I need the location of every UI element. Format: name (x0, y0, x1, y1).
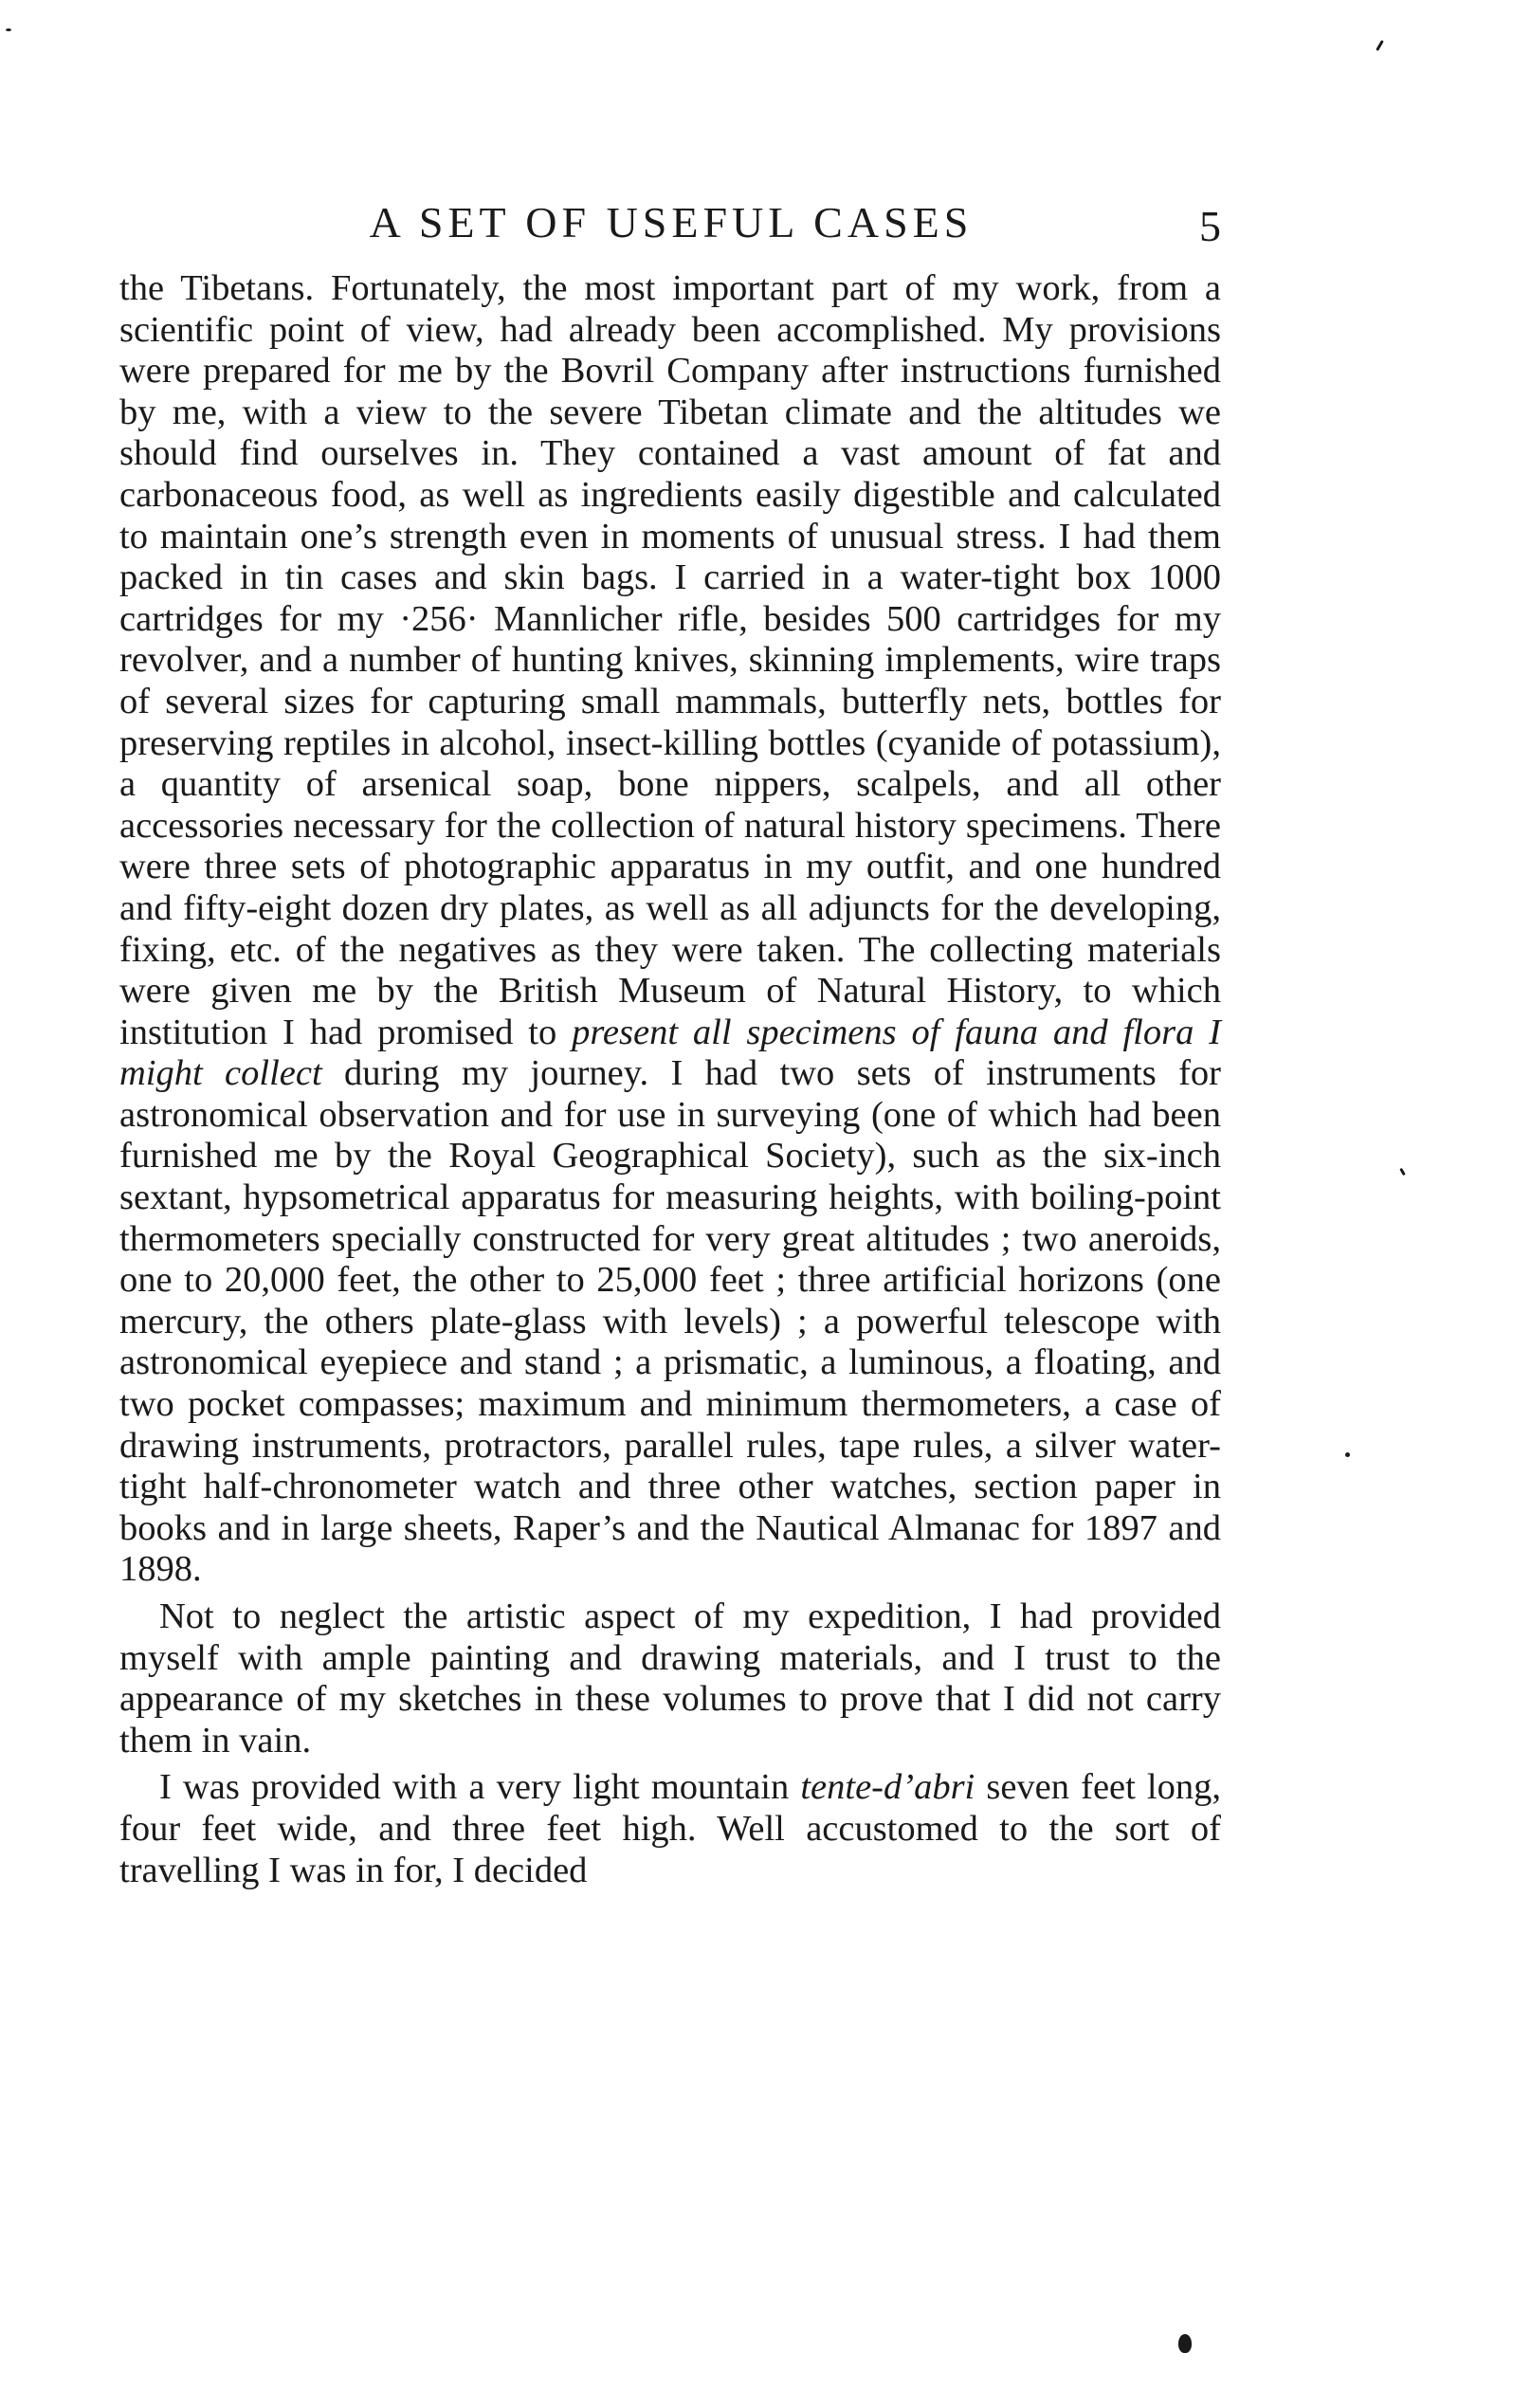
italic-text: present all specimens of fauna and flora I might collect (119, 1012, 1221, 1094)
ink-speck (1399, 1168, 1406, 1176)
paragraph-text: seven feet long, four feet wide, and three feet high. Well accustomed to the sort of travelling I was in for, I decided (119, 1767, 1221, 1890)
running-title: A SET OF USEFUL CASES (369, 198, 974, 246)
page-number: 5 (1199, 202, 1221, 250)
body-text (119, 268, 1221, 1891)
paragraph-text: I was provided with a very light mountain (159, 1767, 790, 1808)
paragraph-text: during my journey. I had two sets of instruments for astronomical observation and for use in surveying (one of which had been furnished me by the Royal Geographical Society), such as the six-inch sextant, hypsometrical apparatus for measuring heights, with boiling-point thermometers specially constructed for very great altitudes ; two aneroids, one to 20,000 feet, the other to 25,000 feet ; three artificial horizons (one mercury, the others plate-glass with levels) ; a powerful telescope with astronomical eyepiece and stand ; a prismatic, a luminous, a floating, and two pocket compasses; maximum and minimum thermometers, a case of drawing instruments, protractors, parallel rules, tape rules, a silver water-tight half-chronometer watch and three other watches, section paper in books and in large sheets, Raper’s and the Nautical Almanac for 1897 and 1898. (119, 1053, 1221, 1590)
ink-speck (1345, 1452, 1350, 1457)
paragraph (119, 1596, 1221, 1761)
paragraph (119, 1767, 1221, 1891)
running-head (121, 194, 1221, 251)
italic-text: tente-d’abri (800, 1767, 975, 1808)
paragraph (119, 268, 1221, 1591)
ink-blot (1178, 2334, 1192, 2353)
ink-speck (6, 28, 11, 31)
paragraph-text: the Tibetans. Fortunately, the most important part of my work, from a scientific point of view, had already been accomplished. My provisions were prepared for me by the Bovril Company after instructions furnished by me, with a view to the severe Tibetan climate and the altitudes we should find ourselves in. They contained a vast amount of fat and carbonaceous food, as well as ingredients easily digestible and calculated to maintain one’s strength even in moments of unusual stress. I had them packed in tin cases and skin bags. I carried in a water-tight box 1000 cartridges for my ·256· Mannlicher rifle, besides 500 cartridges for my revolver, and a number of hunting knives, skinning implements, wire traps of several sizes for capturing small mammals, butterfly nets, bottles for preserving reptiles in alcohol, insect-killing bottles (cyanide of potassium), a quantity of arsenical soap, bone nippers, scalpels, and all other accessories necessary for the collection of natural history specimens. There were three sets of photographic apparatus in my outfit, and one hundred and fifty-eight dozen dry plates, as well as all adjuncts for the developing, fixing, etc. of the negatives as they were taken. The collecting materials were given me by the British Museum of Natural History, to which institution I had promised to (119, 268, 1221, 1052)
paragraph-text: Not to neglect the artistic aspect of my expedition, I had provided myself with ample painting and drawing materials, and I trust to the appearance of my sketches in these volumes to prove that I did not carry them in vain. (119, 1596, 1221, 1760)
ink-speck (1376, 40, 1384, 51)
